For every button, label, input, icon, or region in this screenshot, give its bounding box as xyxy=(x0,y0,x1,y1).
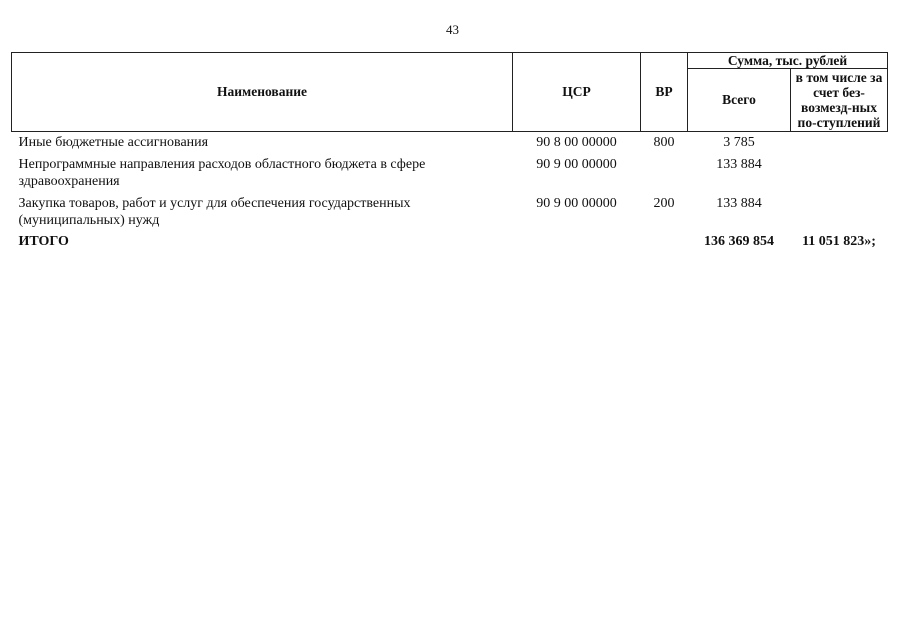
row-vr: 800 xyxy=(653,135,675,150)
header-csr: ЦСР xyxy=(513,53,641,132)
row-name: Непрограммные направления расходов областного бюджета в сфере здравоохранения xyxy=(18,157,426,189)
row-incl xyxy=(791,151,888,190)
total-row xyxy=(12,229,888,250)
header-incl xyxy=(791,69,888,132)
row-total: 133 884 xyxy=(716,196,762,211)
total-label: ИТОГО xyxy=(18,234,69,249)
header-total: Всего xyxy=(688,69,791,132)
row-vr: 200 xyxy=(653,196,675,211)
table-row xyxy=(12,151,888,190)
row-name: Иные бюджетные ассигнования xyxy=(18,135,209,150)
row-total: 133 884 xyxy=(716,157,762,172)
row-total: 3 785 xyxy=(723,135,755,150)
header-vr: ВР xyxy=(641,53,688,132)
total-sum: 136 369 854 xyxy=(704,234,774,249)
row-incl xyxy=(791,132,888,152)
row-csr: 90 9 00 00000 xyxy=(536,196,617,211)
header-name: Наименование xyxy=(12,53,513,132)
table-row xyxy=(12,190,888,229)
row-csr: 90 8 00 00000 xyxy=(536,135,617,150)
budget-table xyxy=(11,52,888,250)
row-name: Закупка товаров, работ и услуг для обеспечения государственных (муниципальных) нужд xyxy=(18,196,411,228)
table-header xyxy=(12,53,888,132)
row-incl xyxy=(791,190,888,229)
total-vr xyxy=(641,229,688,250)
row-vr xyxy=(641,151,688,190)
table-body xyxy=(12,132,888,251)
total-incl: 11 051 823»; xyxy=(802,234,876,249)
page-number: 43 xyxy=(446,22,459,37)
table-row xyxy=(12,132,888,152)
row-csr: 90 9 00 00000 xyxy=(536,157,617,172)
header-incl-text: в том числе за счет без-возмезд-ных по-ступлений xyxy=(795,70,883,130)
header-sum: Сумма, тыс. рублей xyxy=(688,53,888,69)
total-csr xyxy=(513,229,641,250)
